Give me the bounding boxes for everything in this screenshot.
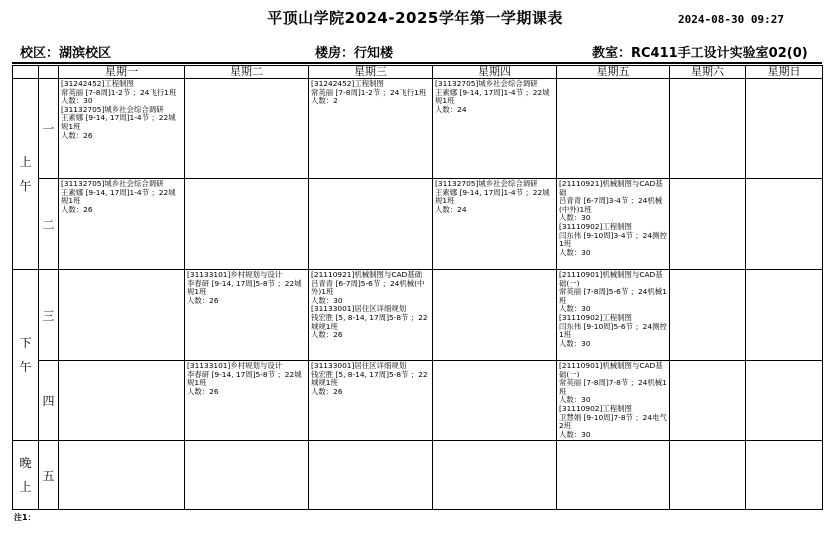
day-header-tuesday: 星期二 (185, 66, 309, 79)
cell-s4-wed[interactable]: [31133001]居住区详细规划 钱宏胜 [5, 8-14, 17周]5-8节 ；22城规1班 人数：26 (309, 361, 433, 441)
cell-s4-tue[interactable]: [31133101]乡村规划与设计 李春研 [9-14, 17周]5-8节 ；22城规1班 人数：26 (185, 361, 309, 441)
cell-s2-sun[interactable] (746, 179, 823, 270)
cell-s1-mon[interactable]: [31242452]工程制图 常英丽 [7-8周]1-2节 ；24飞行1班 人数：30 [31132705]城乡社会综合调研 王素娜 [9-14, 17周]1-4节 ；22城规1班 人数：26 (59, 79, 185, 179)
cell-s3-fri[interactable]: [21110901]机械制图与CAD基础(一) 常英丽 [7-8周]5-6节 ；24机械1班 人数：30 [31110902]工程制图 闫东伟 [9-10周]5-6节 ；24测控1班 人数：30 (557, 270, 670, 361)
slot-label-3: 三 (39, 270, 59, 361)
day-header-sunday: 星期日 (746, 66, 823, 79)
header-divider (12, 62, 822, 64)
cell-s1-tue[interactable] (185, 79, 309, 179)
cell-s4-thu[interactable] (433, 361, 557, 441)
cell-s3-thu[interactable] (433, 270, 557, 361)
slot-label-2: 二 (39, 179, 59, 270)
cell-s5-fri[interactable] (557, 441, 670, 510)
slot-label-4: 四 (39, 361, 59, 441)
cell-s2-mon[interactable]: [31132705]城乡社会综合调研 王素娜 [9-14, 17周]1-4节 ；22城规1班 人数：26 (59, 179, 185, 270)
cell-s4-sun[interactable] (746, 361, 823, 441)
period-evening: 晚 上 (13, 441, 39, 510)
cell-s5-sat[interactable] (670, 441, 746, 510)
cell-s2-sat[interactable] (670, 179, 746, 270)
slot-label-5: 五 (39, 441, 59, 510)
timetable (12, 65, 823, 510)
cell-s4-mon[interactable] (59, 361, 185, 441)
slot-row-1 (13, 79, 823, 179)
cell-s3-tue[interactable]: [31133101]乡村规划与设计 李春研 [9-14, 17周]5-8节 ；22城规1班 人数：26 (185, 270, 309, 361)
cell-s4-fri[interactable]: [21110901]机械制图与CAD基础(一) 常英丽 [7-8周]7-8节 ；24机械1班 人数：30 [31110902]工程制图 卫慧娟 [9-10周]7-8节 ；24电气2班 人数：30 (557, 361, 670, 441)
room-label: 教室：RC411手工设计实验室02(0) (592, 46, 808, 61)
period-afternoon: 下 午 (13, 270, 39, 441)
corner-cell (13, 66, 39, 79)
campus-label: 校区：湖滨校区 (20, 46, 112, 61)
period-morning: 上 午 (13, 79, 39, 270)
cell-s5-sun[interactable] (746, 441, 823, 510)
cell-s5-thu[interactable] (433, 441, 557, 510)
slot-row-3 (13, 270, 823, 361)
cell-s4-sat[interactable] (670, 361, 746, 441)
day-header-saturday: 星期六 (670, 66, 746, 79)
cell-s1-wed[interactable]: [31242452]工程制图 常英丽 [7-8周]1-2节 ；24飞行1班 人数：2 (309, 79, 433, 179)
day-header-row (13, 66, 823, 79)
cell-s1-thu[interactable]: [31132705]城乡社会综合调研 王素娜 [9-14, 17周]1-4节 ；22城规1班 人数：24 (433, 79, 557, 179)
cell-s1-sun[interactable] (746, 79, 823, 179)
page-title: 平顶山学院2024-2025学年第一学期课表 (267, 9, 563, 27)
cell-s3-mon[interactable] (59, 270, 185, 361)
slot-row-4 (13, 361, 823, 441)
cell-s3-wed[interactable]: [21110921]机械制图与CAD基础 吕青青 [6-7周]5-6节 ；24机械(中外)1班 人数：30 [31133001]居住区详细规划 钱宏胜 [5, 8-14, 17周]5-8节 ；22城规1班 人数：26 (309, 270, 433, 361)
cell-s5-tue[interactable] (185, 441, 309, 510)
cell-s2-wed[interactable] (309, 179, 433, 270)
cell-s1-sat[interactable] (670, 79, 746, 179)
slot-label-1: 一 (39, 79, 59, 179)
day-header-wednesday: 星期三 (309, 66, 433, 79)
footnote: 注1： (14, 513, 36, 522)
schedule-info-header (0, 42, 830, 62)
cell-s3-sun[interactable] (746, 270, 823, 361)
building-label: 楼房：行知楼 (315, 46, 394, 61)
cell-s5-wed[interactable] (309, 441, 433, 510)
slot-row-5 (13, 441, 823, 510)
cell-s5-mon[interactable] (59, 441, 185, 510)
slot-row-2 (13, 179, 823, 270)
cell-s3-sat[interactable] (670, 270, 746, 361)
corner-cell (39, 66, 59, 79)
print-timestamp: 2024-08-30 09:27 (678, 13, 784, 26)
day-header-monday: 星期一 (59, 66, 185, 79)
cell-s2-thu[interactable]: [31132705]城乡社会综合调研 王素娜 [9-14, 17周]1-4节 ；22城规1班 人数：24 (433, 179, 557, 270)
cell-s2-fri[interactable]: [21110921]机械制图与CAD基础 吕青青 [6-7周]3-4节 ；24机械(中外)1班 人数：30 [31110902]工程制图 闫东伟 [9-10周]3-4节 ；24测控1班 人数：30 (557, 179, 670, 270)
day-header-thursday: 星期四 (433, 66, 557, 79)
cell-s2-tue[interactable] (185, 179, 309, 270)
day-header-friday: 星期五 (557, 66, 670, 79)
cell-s1-fri[interactable] (557, 79, 670, 179)
